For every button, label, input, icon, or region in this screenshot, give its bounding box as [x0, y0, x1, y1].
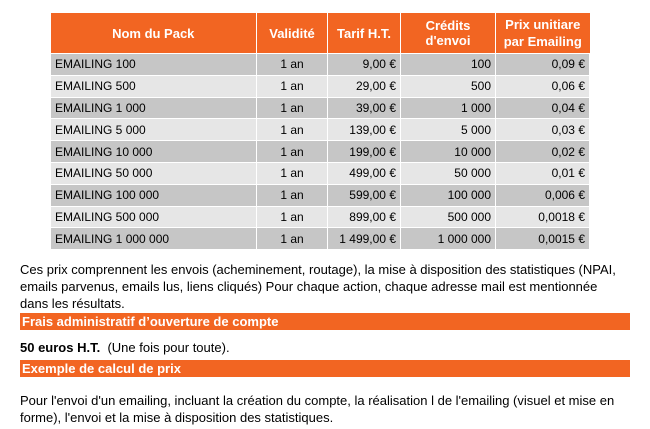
cell-unit-price: 0,0018 €	[496, 206, 590, 228]
header-validity: Validité	[257, 13, 328, 54]
cell-price: 29,00 €	[328, 75, 401, 97]
fee-amount: 50 euros H.T.	[20, 340, 101, 355]
cell-unit-price: 0,0015 €	[496, 228, 590, 250]
cell-validity: 1 an	[257, 206, 328, 228]
cell-pack-name: EMAILING 5 000	[51, 119, 257, 141]
table-row	[51, 141, 590, 163]
table-row	[51, 206, 590, 228]
cell-validity: 1 an	[257, 228, 328, 250]
cell-price: 599,00 €	[328, 184, 401, 206]
header-unit-price-line2: par Emailing	[503, 34, 582, 49]
cell-price: 39,00 €	[328, 97, 401, 119]
cell-validity: 1 an	[257, 184, 328, 206]
cell-credits: 1 000	[401, 97, 496, 119]
cell-validity: 1 an	[257, 54, 328, 76]
cell-pack-name: EMAILING 50 000	[51, 162, 257, 184]
fee-line	[20, 339, 230, 356]
cell-pack-name: EMAILING 100 000	[51, 184, 257, 206]
cell-validity: 1 an	[257, 141, 328, 163]
section-example-title: Exemple de calcul de prix	[20, 360, 630, 377]
intro-paragraph: Ces prix comprennent les envois (acheminement, routage), la mise à disposition des statistiques (NPAI, emails parvenus, emails lus, liens cliqués) Pour chaque action, chaque adresse mail est mentionnée dans les résultats.	[20, 262, 616, 311]
cell-pack-name: EMAILING 10 000	[51, 141, 257, 163]
cell-price: 1 499,00 €	[328, 228, 401, 250]
cell-unit-price: 0,04 €	[496, 97, 590, 119]
cell-pack-name: EMAILING 100	[51, 54, 257, 76]
cell-validity: 1 an	[257, 75, 328, 97]
table-row	[51, 119, 590, 141]
header-unit-price-line1: Prix unitiare	[505, 17, 581, 32]
cell-credits: 100	[401, 54, 496, 76]
cell-unit-price: 0,03 €	[496, 119, 590, 141]
cell-pack-name: EMAILING 500	[51, 75, 257, 97]
cell-price: 499,00 €	[328, 162, 401, 184]
cell-price: 9,00 €	[328, 54, 401, 76]
table-row	[51, 75, 590, 97]
cell-credits: 500 000	[401, 206, 496, 228]
cell-validity: 1 an	[257, 162, 328, 184]
cell-credits: 100 000	[401, 184, 496, 206]
cell-pack-name: EMAILING 1 000	[51, 97, 257, 119]
table-row	[51, 54, 590, 76]
cell-price: 899,00 €	[328, 206, 401, 228]
cell-validity: 1 an	[257, 97, 328, 119]
cell-unit-price: 0,006 €	[496, 184, 590, 206]
cell-credits: 500	[401, 75, 496, 97]
table-row	[51, 228, 590, 250]
example-paragraph: Pour l'envoi d'un emailing, incluant la création du compte, la réalisation l de l'emailing (visuel et mise en forme), l'envoi et la mise à disposition des statistiques.	[20, 393, 615, 425]
table-row	[51, 97, 590, 119]
table-row	[51, 184, 590, 206]
table-row	[51, 162, 590, 184]
cell-unit-price: 0,09 €	[496, 54, 590, 76]
table-body	[51, 54, 590, 250]
header-credits: Crédits d'envoi	[401, 13, 496, 54]
cell-price: 199,00 €	[328, 141, 401, 163]
cell-price: 139,00 €	[328, 119, 401, 141]
section-fees-title: Frais administratif d’ouverture de compte	[20, 313, 630, 330]
cell-credits: 50 000	[401, 162, 496, 184]
cell-unit-price: 0,02 €	[496, 141, 590, 163]
header-pack-name: Nom du Pack	[51, 13, 257, 54]
cell-credits: 10 000	[401, 141, 496, 163]
cell-credits: 1 000 000	[401, 228, 496, 250]
cell-pack-name: EMAILING 1 000 000	[51, 228, 257, 250]
cell-unit-price: 0,06 €	[496, 75, 590, 97]
header-unit-price	[496, 13, 590, 54]
cell-unit-price: 0,01 €	[496, 162, 590, 184]
cell-pack-name: EMAILING 500 000	[51, 206, 257, 228]
cell-validity: 1 an	[257, 119, 328, 141]
table-header-row	[51, 13, 590, 54]
header-price: Tarif H.T.	[328, 13, 401, 54]
pricing-table	[50, 13, 590, 250]
cell-credits: 5 000	[401, 119, 496, 141]
fee-note: (Une fois pour toute).	[107, 340, 230, 355]
